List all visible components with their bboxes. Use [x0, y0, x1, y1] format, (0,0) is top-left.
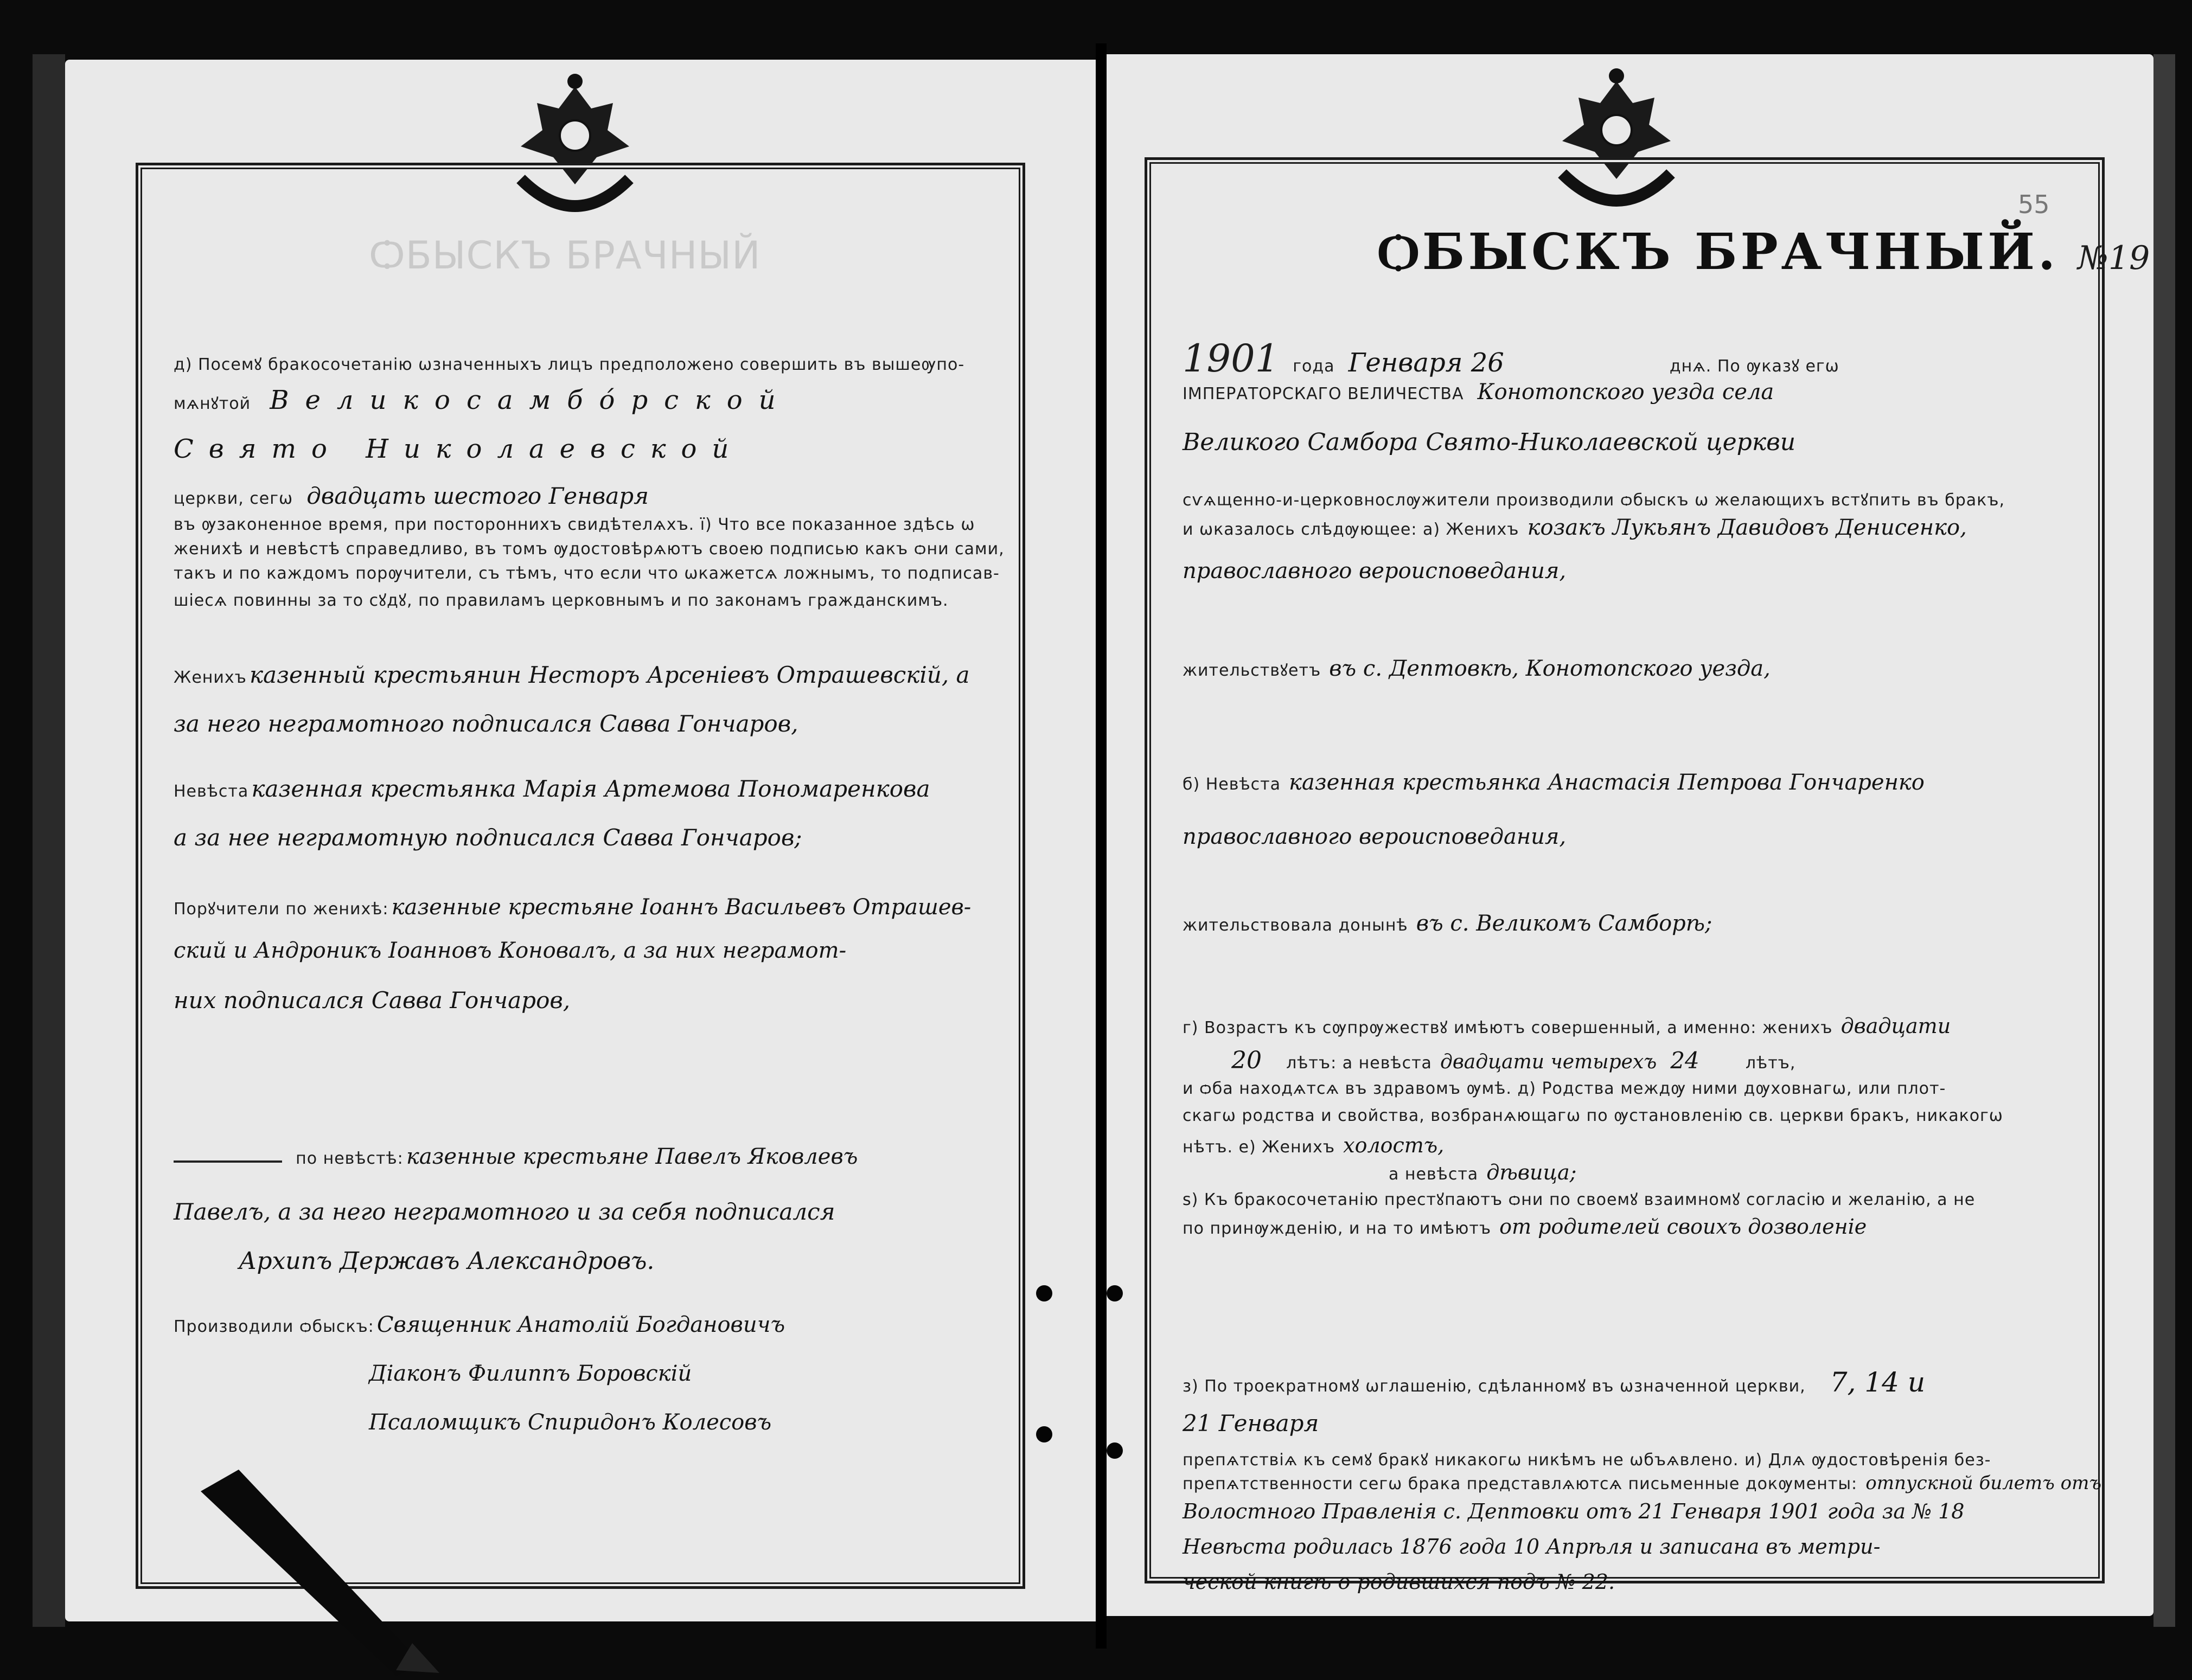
pen-icon [179, 1459, 450, 1676]
bride-sureties-cont-2: Архипъ Державъ Александровъ. [239, 1247, 655, 1275]
page-number: 55 [2018, 190, 2050, 219]
groom-intro-label: и ѡказалось слѣдѹющее: а) Женихъ [1183, 520, 1519, 539]
left-page [65, 60, 1096, 1621]
majesty-label: ІМПЕРАТОРСКАГО ВЕЛИЧЕСТВА [1183, 384, 1464, 403]
book-spine [1096, 43, 1107, 1649]
form-line-2-label: мѧнꙋтой [174, 394, 251, 413]
groom-signature-cont: за него неграмотного подписался Савва Гончаров, [174, 710, 798, 737]
year-label: года [1293, 357, 1335, 376]
bride-residence-line [1183, 911, 1712, 936]
bride-signature: казенная крестьянка Марія Артемова Пономаренкова [251, 775, 930, 802]
dash-line [174, 1160, 282, 1163]
form-line-8: шіесѧ повинны за то сꙋдꙋ, по правиламъ церковнымъ и по законамъ гражданскимъ. [174, 591, 949, 610]
documents-line-4: Невѣста родилась 1876 года 10 Апрѣля и записана въ метри- [1183, 1535, 1881, 1559]
binding-hole-3 [1107, 1285, 1123, 1301]
documents-line-5: ческой книгѣ о родившихся подъ № 22. [1183, 1570, 1615, 1594]
groom-age-words: двадцати [1840, 1014, 1951, 1038]
groom-signature-line [174, 662, 970, 688]
bride-age-number: 24 [1670, 1047, 1699, 1074]
groom-name-handwritten: козакъ Лукьянъ Давидовъ Денисенко, [1527, 515, 1967, 540]
form-line-4 [174, 483, 649, 509]
bleed-through-text: ѺБЫСКЪ БРАЧНЫЙ [369, 233, 761, 278]
bride-sureties-label: по невѣстѣ: [296, 1149, 404, 1168]
book-right-edge [2153, 54, 2175, 1627]
church-village-handwritten: Великосамбόрской [270, 385, 792, 415]
bride-residence-label: жительствовала донынѣ [1183, 916, 1408, 935]
form-line-7: такъ и по каждомъ порѹчители, съ тѣмъ, что если что ѡкажетсѧ ложнымъ, то подписав- [174, 564, 1000, 583]
bride-marital-handwritten: дѣвица; [1486, 1160, 1577, 1184]
form-line-6: женихѣ и невѣстѣ справедливо, въ томъ ѹдостовѣрѧютъ своею подписью какъ ѻни сами, [174, 540, 1005, 559]
groom-sureties-line [174, 895, 971, 920]
bride-residence-handwritten: въ с. Великомъ Самборѣ; [1416, 911, 1712, 936]
consent-handwritten: от родителей своихъ дозволеніе [1499, 1215, 1867, 1239]
bride-age-words: двадцати четырехъ [1440, 1051, 1657, 1073]
groom-sureties-value: казенные крестьяне Іоаннъ Васильевъ Отрашев- [391, 895, 972, 920]
bride-marital-label: а невѣста [1389, 1165, 1479, 1184]
groom-faith-handwritten: православного вероисповедания, [1183, 559, 1567, 583]
record-number: №19 [2078, 239, 2150, 277]
groom-sureties-cont-2: них подписался Савва Гончаров, [174, 987, 571, 1014]
bride-sureties-value: казенные крестьяне Павелъ Яковлевъ [406, 1144, 858, 1169]
day-label: днѧ. По ѹказꙋ егѡ [1669, 357, 1839, 376]
binding-hole-1 [1036, 1285, 1052, 1301]
bride-signature-line [174, 775, 930, 802]
form-line-5: въ ѹзаконенное время, при постороннихъ свидѣтелѧхъ. ї) Что все показанное здѣсь ѡ [174, 515, 975, 534]
bride-line [1183, 770, 1925, 795]
performed-by-line [174, 1312, 785, 1337]
book-left-edge [33, 54, 65, 1627]
impediment-line-1: препѧтствіѧ къ семꙋ бракꙋ никакогѡ никѣмъ не ѡбъѧвлено. и) Длѧ ѹдостовѣренія без- [1183, 1451, 1991, 1470]
groom-label: Женихъ [174, 668, 247, 687]
bride-signature-cont: а за нее неграмотную подписался Савва Гончаров; [174, 824, 802, 851]
banns-line [1183, 1367, 1925, 1398]
banns-dates-handwritten: 7, 14 и [1830, 1367, 1926, 1398]
banns-month-handwritten: 21 Генваря [1183, 1410, 1319, 1437]
groom-signature: казенный крестьянин Несторъ Арсеніевъ Отрашевскій, а [249, 662, 970, 688]
age-line-1 [1183, 1014, 1951, 1038]
groom-residence-line [1183, 656, 1771, 681]
age-line-2-suffix: лѣтъ, [1745, 1054, 1796, 1073]
health-line: и ѻба находѧтсѧ въ здравомъ ѹмѣ. д) Родства междѹ ними дѹховнагѡ, или плот- [1183, 1079, 1946, 1098]
psalmist-signature: Псаломщикъ Спиридонъ Колесовъ [369, 1410, 772, 1435]
clergy-line-2 [1183, 515, 1967, 540]
document-title: ѺБЫСКЪ БРАЧНЫЙ. [1378, 222, 2059, 281]
groom-marital-label: нѣтъ. е) Женихъ [1183, 1138, 1335, 1157]
bride-intro-label: б) Невѣста [1183, 775, 1281, 794]
form-line-2 [174, 385, 792, 415]
bride-label: Невѣста [174, 782, 249, 801]
form-line-1: д) Посемꙋ бракосочетанію ѡзначенныхъ лицъ предположено совершить въ вышеѹпо- [174, 355, 965, 374]
uezd-handwritten: Конотопского уезда села [1477, 380, 1774, 405]
bride-marital-line [1389, 1160, 1576, 1184]
priest-signature: Священник Анатолій Богдановичъ [376, 1312, 785, 1337]
groom-sureties-cont: ский и Андроникъ Іоанновъ Коновалъ, а за них неграмот- [174, 938, 847, 963]
deacon-signature: Діаконъ Филиппъ Боровскій [369, 1361, 692, 1386]
age-line-2-label: лѣтъ: а невѣста [1286, 1054, 1432, 1073]
documents-handwritten: отпускной билетъ отъ [1865, 1472, 2101, 1494]
groom-residence-label: жительствꙋетъ [1183, 661, 1321, 680]
month-day-handwritten: Генваря 26 [1348, 348, 1504, 378]
marital-line [1183, 1133, 1444, 1157]
groom-marital-handwritten: холостъ, [1343, 1133, 1445, 1157]
groom-age-number: 20 [1231, 1047, 1262, 1074]
binding-hole-4 [1107, 1442, 1123, 1459]
clergy-line-1: сѵѧщенно-и-церковнослѹжители производили ѻбыскъ ѡ желающихъ встꙋпить въ бракъ, [1183, 491, 2005, 510]
date-line [1183, 336, 1839, 381]
bride-faith-handwritten: православного вероисповедания, [1183, 824, 1567, 849]
impediment-line-2 [1183, 1472, 2101, 1494]
church-name-handwritten: Свято Николаевской [174, 434, 744, 464]
binding-hole-2 [1036, 1426, 1052, 1442]
majesty-line [1183, 380, 1774, 405]
year-handwritten: 1901 [1183, 336, 1280, 381]
consent-label: по принѹжденію, и на то имѣютъ [1183, 1219, 1492, 1238]
title-line [1378, 222, 2150, 281]
groom-sureties-label: Порꙋчители по женихѣ: [174, 900, 389, 919]
bride-sureties-cont: Павелъ, а за него неграмотного и за себя подписался [174, 1198, 835, 1225]
bride-name-handwritten: казенная крестьянка Анастасія Петрова Гончаренко [1289, 770, 1925, 795]
bride-sureties-line [174, 1144, 858, 1169]
kinship-line: скагѡ родства и свойства, возбранѧющагѡ по ѹстановленію св. церкви бракъ, никакогѡ [1183, 1106, 2003, 1125]
documents-line-3: Волостного Правленія с. Дептовки отъ 21 Генваря 1901 года за № 18 [1183, 1499, 1965, 1523]
documents-label: препѧтственности сегѡ брака представлѧютсѧ письменные докѹменты: [1183, 1474, 1858, 1493]
banns-label: з) По троекратномꙋ ѡглашенію, сдѣланномꙋ въ ѡзначенной церкви, [1183, 1377, 1806, 1396]
age-line-2 [1183, 1047, 1795, 1074]
performed-by-label: Производили ѻбыскъ: [174, 1317, 374, 1336]
consent-line-2 [1183, 1215, 1867, 1239]
form-line-4-label: церкви, сегѡ [174, 489, 293, 508]
right-page [1107, 54, 2153, 1616]
age-label: г) Возрастъ къ сѹпрѹжествꙋ имѣютъ совершенный, а именно: женихъ [1183, 1018, 1833, 1037]
groom-residence-handwritten: въ с. Дептовкѣ, Конотопского уезда, [1329, 656, 1771, 681]
consent-line-1: ѕ) Къ бракосочетанію престꙋпаютъ ѻни по своемꙋ взаимномꙋ согласію и желанію, а не [1183, 1190, 1976, 1209]
wedding-date-handwritten: двадцать шестого Генваря [306, 483, 649, 509]
church-line-handwritten: Великого Самбора Свято-Николаевской церкви [1183, 428, 1796, 456]
